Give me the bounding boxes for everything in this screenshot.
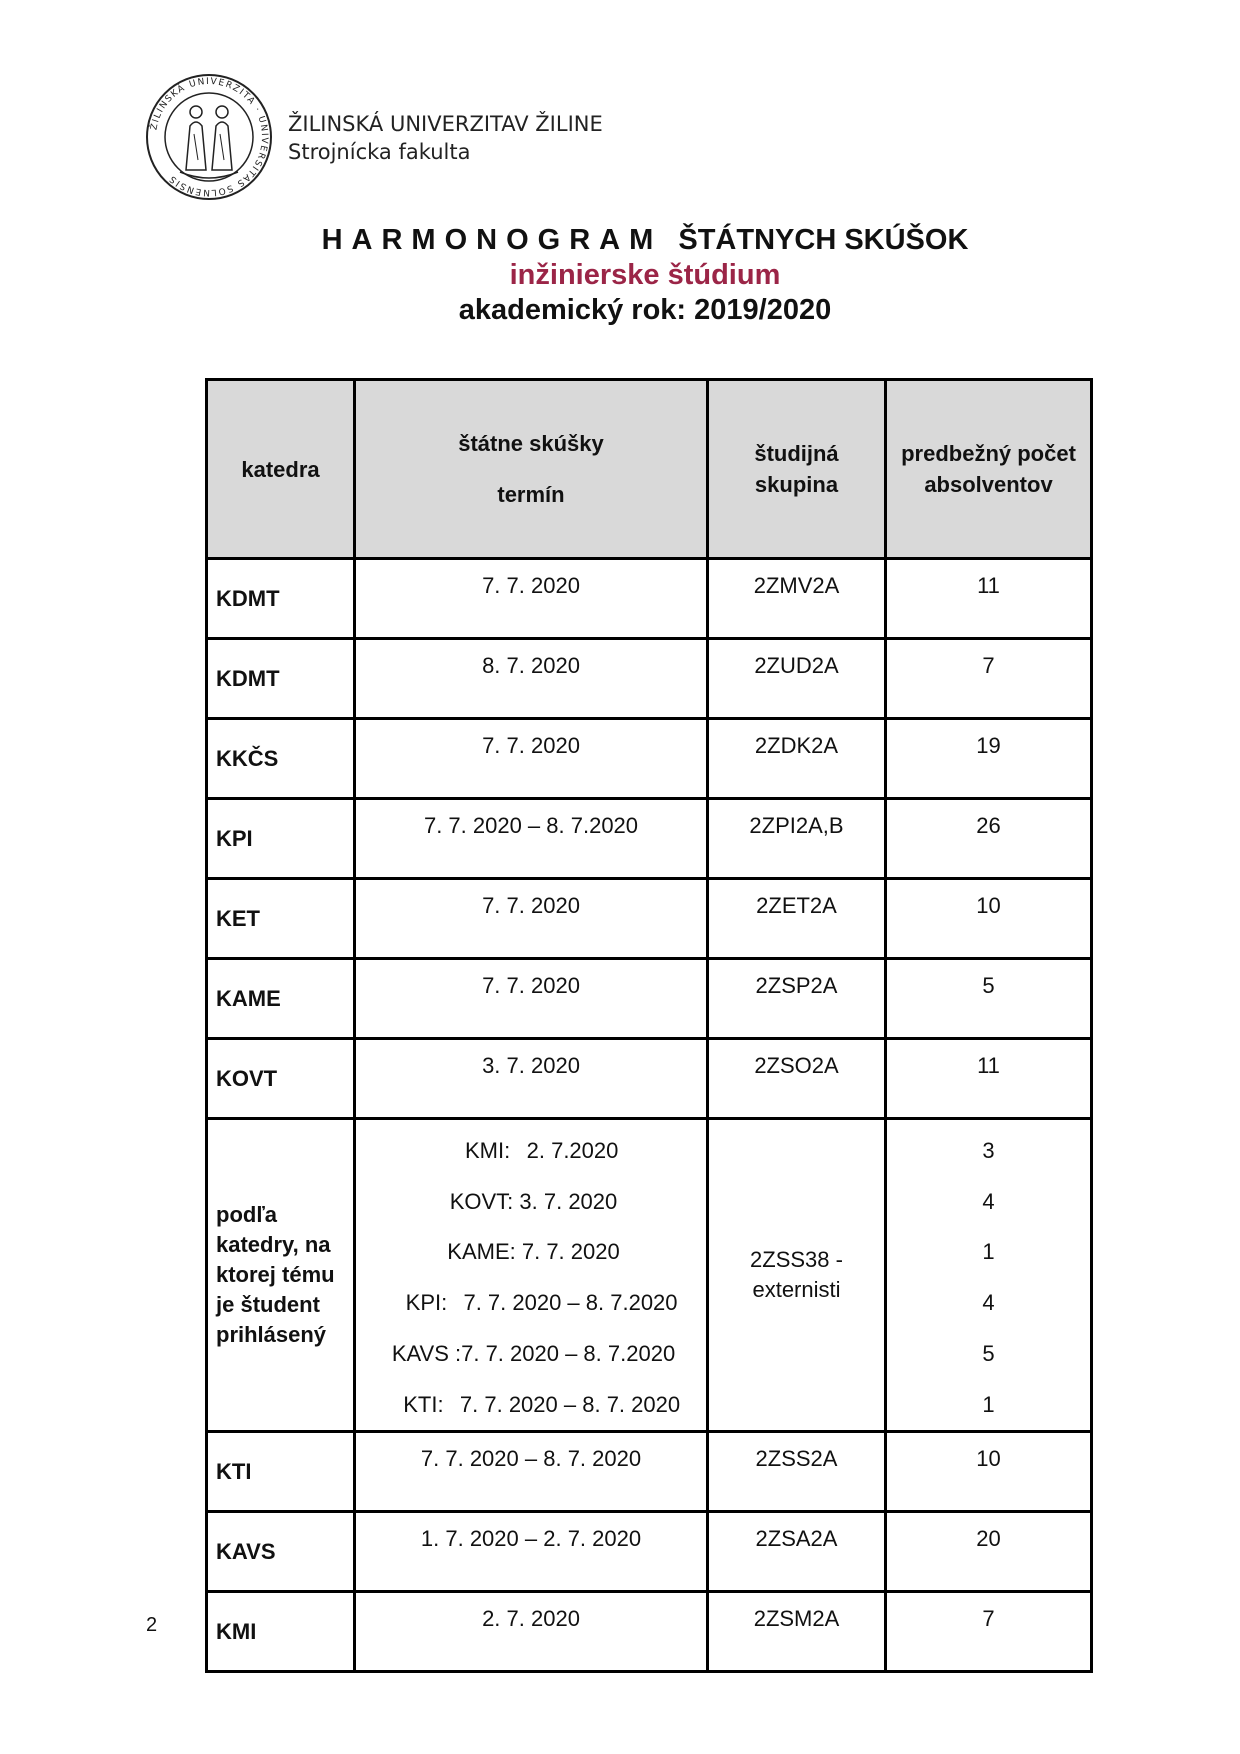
entry-label: KAME:	[447, 1239, 516, 1265]
cell-group: 2ZSO2A	[708, 1039, 886, 1119]
table-header-row	[207, 380, 1092, 559]
table-row	[207, 1512, 1092, 1592]
university-name-block	[288, 110, 603, 166]
cell-date: 7. 7. 2020	[355, 559, 708, 639]
cell-date: 7. 7. 2020 – 8. 7.2020	[355, 799, 708, 879]
header-count-line2: absolventov	[924, 472, 1053, 497]
table-row	[207, 719, 1092, 799]
entry-label: KOVT:	[449, 1188, 514, 1214]
cell-count: 7	[886, 1592, 1092, 1672]
cell-dept: KAME	[207, 959, 355, 1039]
header-exam-line1: štátne skúšky	[458, 431, 604, 456]
cell-group: 2ZSM2A	[708, 1592, 886, 1672]
table-row	[207, 879, 1092, 959]
cell-dept: KPI	[207, 799, 355, 879]
entry-date: 3. 7. 2020	[519, 1188, 618, 1214]
cell-count: 7	[886, 639, 1092, 719]
cell-count: 20	[886, 1512, 1092, 1592]
cell-count: 5	[886, 959, 1092, 1039]
cell-count: 10	[886, 1432, 1092, 1512]
header-group-line1: študijná	[754, 441, 839, 466]
header-exam-line2: termín	[497, 482, 565, 507]
cell-date: 1. 7. 2020 – 2. 7. 2020	[355, 1512, 708, 1592]
entry-date: 7. 7. 2020 – 8. 7. 2020	[459, 1391, 681, 1417]
entry-count: 5	[982, 1340, 995, 1366]
dept-date-entry	[361, 1380, 706, 1431]
cell-count: 26	[886, 799, 1092, 879]
cell-date: 7. 7. 2020	[355, 719, 708, 799]
entry-label: KAVS :	[391, 1340, 462, 1366]
university-name: ŽILINSKÁ UNIVERZITAV ŽILINE	[288, 112, 603, 136]
entry-count: 4	[982, 1290, 995, 1316]
table-row	[207, 559, 1092, 639]
entry-count: 4	[982, 1188, 995, 1214]
group-line1: 2ZSS38 -	[750, 1247, 843, 1273]
header-count-line1: predbežný počet	[901, 441, 1076, 466]
entry-count: 1	[982, 1239, 995, 1265]
dept-date-entry	[361, 1177, 706, 1228]
title-main: ŠTÁTNYCH SKÚŠOK	[678, 224, 969, 256]
title-spaced-word: HARMONOGRAM	[321, 224, 663, 256]
table-row	[207, 1592, 1092, 1672]
cell-dept: KDMT	[207, 559, 355, 639]
dept-line: katedry, na	[216, 1232, 331, 1258]
svg-text:ŽILINSKÁ UNIVERZITA · UNIVERSI: ŽILINSKÁ UNIVERZITA · UNIVERSITAS SOLNENSIS	[149, 76, 270, 198]
entry-date: 2. 7.2020	[526, 1138, 619, 1163]
group-line2: externisti	[752, 1277, 841, 1303]
document-title	[0, 222, 1240, 258]
dept-date-entry	[361, 1126, 706, 1177]
university-seal-logo	[144, 72, 274, 202]
cell-group: 2ZSA2A	[708, 1512, 886, 1592]
header-count	[886, 380, 1092, 559]
entry-date: 7. 7. 2020 – 8. 7.2020	[463, 1290, 678, 1316]
entry-count: 3	[982, 1138, 995, 1163]
cell-dept: KOVT	[207, 1039, 355, 1119]
cell-dept: KET	[207, 879, 355, 959]
entry-label: KTI:	[403, 1391, 444, 1417]
cell-date: 7. 7. 2020	[355, 879, 708, 959]
dept-date-entry	[361, 1329, 706, 1380]
header-group	[708, 380, 886, 559]
header-dept: katedra	[207, 380, 355, 559]
schedule-table	[205, 378, 1093, 1673]
table-row	[207, 799, 1092, 879]
table-row	[207, 639, 1092, 719]
cell-group: 2ZSP2A	[708, 959, 886, 1039]
document-title-block	[0, 222, 1240, 328]
cell-count: 11	[886, 1039, 1092, 1119]
table-row	[207, 959, 1092, 1039]
dept-line: ktorej tému	[216, 1262, 335, 1288]
cell-dept: KTI	[207, 1432, 355, 1512]
document-subtitle: inžinierske štúdium	[509, 259, 781, 291]
page-number: 2	[146, 1614, 158, 1636]
cell-dept: KKČS	[207, 719, 355, 799]
cell-group: 2ZET2A	[708, 879, 886, 959]
dept-line: je študent	[216, 1292, 320, 1318]
cell-group: 2ZMV2A	[708, 559, 886, 639]
cell-count: 10	[886, 879, 1092, 959]
cell-date: 2. 7. 2020	[355, 1592, 708, 1672]
cell-group-externists	[708, 1119, 886, 1432]
dept-line: prihlásený	[216, 1322, 327, 1348]
cell-dept: KDMT	[207, 639, 355, 719]
entry-count: 1	[982, 1391, 995, 1417]
cell-dept-multiline	[207, 1119, 355, 1432]
entry-date: 7. 7. 2020 – 8. 7.2020	[461, 1340, 676, 1366]
entry-label: KPI:	[405, 1290, 448, 1316]
academic-year: akademický rok: 2019/2020	[458, 294, 832, 326]
cell-dept: KMI	[207, 1592, 355, 1672]
cell-count: 11	[886, 559, 1092, 639]
cell-group: 2ZUD2A	[708, 639, 886, 719]
cell-group: 2ZPI2A,B	[708, 799, 886, 879]
cell-counts-by-dept	[886, 1119, 1092, 1432]
cell-date: 7. 7. 2020	[355, 959, 708, 1039]
cell-dept: KAVS	[207, 1512, 355, 1592]
faculty-name: Strojnícka fakulta	[288, 140, 471, 164]
cell-group: 2ZSS2A	[708, 1432, 886, 1512]
entry-label: KMI:	[465, 1138, 511, 1163]
table-row	[207, 1432, 1092, 1512]
entry-date: 7. 7. 2020	[521, 1239, 620, 1265]
dept-date-entry	[361, 1278, 706, 1329]
cell-date: 3. 7. 2020	[355, 1039, 708, 1119]
header-group-line2: skupina	[754, 472, 839, 497]
dept-line: podľa	[216, 1202, 278, 1228]
table-row-externists	[207, 1119, 1092, 1432]
cell-dates-by-dept	[355, 1119, 708, 1432]
cell-date: 7. 7. 2020 – 8. 7. 2020	[355, 1432, 708, 1512]
cell-date: 8. 7. 2020	[355, 639, 708, 719]
cell-count: 19	[886, 719, 1092, 799]
table-row	[207, 1039, 1092, 1119]
header-exam-date	[355, 380, 708, 559]
cell-group: 2ZDK2A	[708, 719, 886, 799]
dept-date-entry	[361, 1227, 706, 1278]
